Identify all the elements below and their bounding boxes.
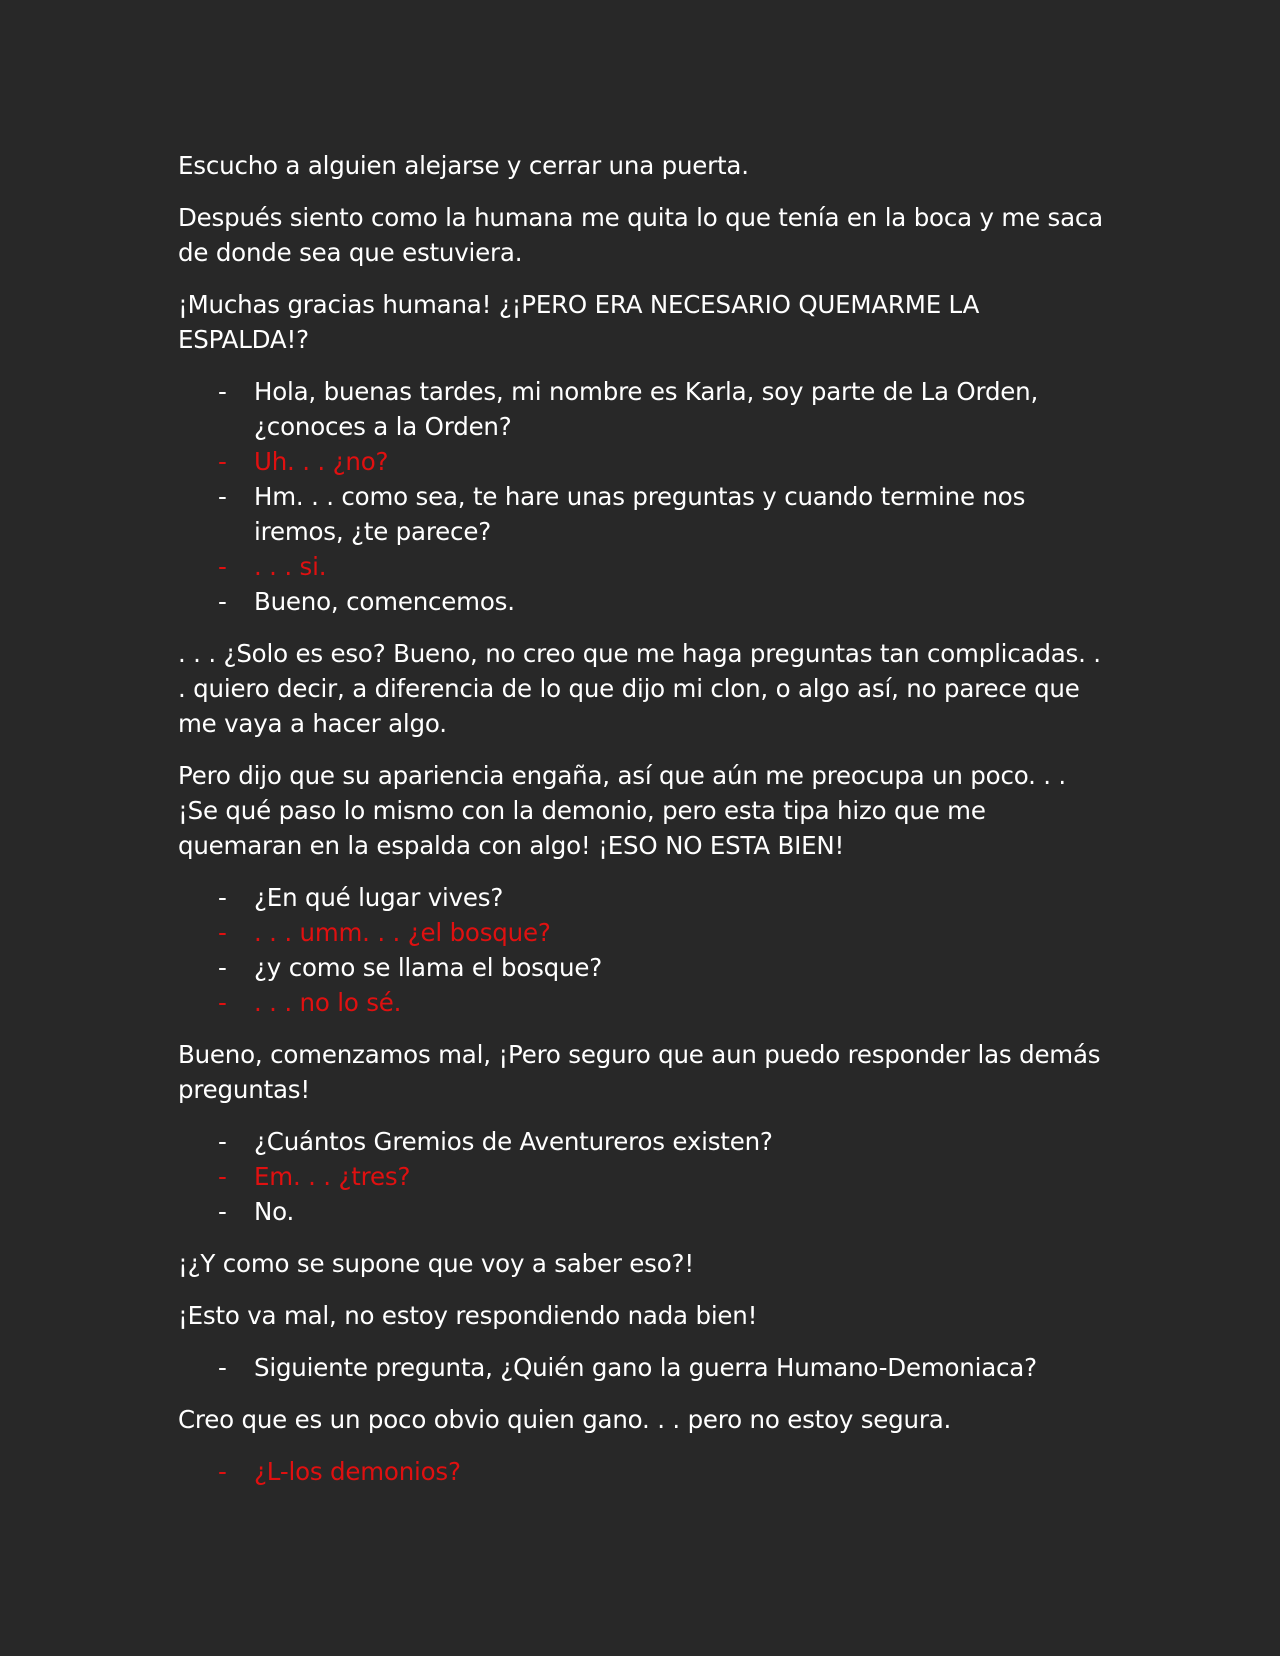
dash-bullet-icon: - (218, 1127, 227, 1156)
dash-bullet-icon: - (218, 918, 227, 947)
dialog-text: Siguiente pregunta, ¿Quién gano la guerra Humano-Demoniaca? (254, 1353, 1037, 1382)
dash-bullet-icon: - (218, 1197, 227, 1226)
dialog-text: Em. . . ¿tres? (254, 1162, 411, 1191)
dialog-text: ¿L-los demonios? (254, 1457, 461, 1486)
dialog-text: ¿y como se llama el bosque? (254, 953, 603, 982)
paragraph: ¡¿Y como se supone que voy a saber eso?! (178, 1249, 694, 1278)
dialog-text: Hm. . . como sea, te hare unas preguntas y cuando termine nos iremos, ¿te parece? (254, 482, 1026, 546)
paragraph: Después siento como la humana me quita lo que tenía en la boca y me saca de donde sea que estuviera. (178, 203, 1103, 267)
dialog-text: No. (254, 1197, 295, 1226)
dialog-line (178, 549, 1108, 584)
paragraph: Escucho a alguien alejarse y cerrar una puerta. (178, 151, 749, 180)
dialog-line (178, 1124, 1108, 1159)
dash-bullet-icon: - (218, 552, 227, 581)
dialog-text: . . . no lo sé. (254, 988, 402, 1017)
paragraph: . . . ¿Solo es eso? Bueno, no creo que me haga preguntas tan complicadas. . . quiero decir, a diferencia de lo que dijo mi clon, o algo así, no parece que me vaya a hacer algo. (178, 639, 1101, 738)
dialog-line (178, 584, 1108, 619)
paragraph: ¡Esto va mal, no estoy respondiendo nada bien! (178, 1301, 758, 1330)
dash-bullet-icon: - (218, 447, 227, 476)
dialog-text: Hola, buenas tardes, mi nombre es Karla, soy parte de La Orden, ¿conoces a la Orden? (254, 377, 1039, 441)
dialog-line (178, 985, 1108, 1020)
dash-bullet-icon: - (218, 988, 227, 1017)
dialog-line (178, 479, 1108, 549)
dash-bullet-icon: - (218, 1353, 227, 1382)
dialog-line (178, 1454, 1108, 1489)
paragraph: Bueno, comenzamos mal, ¡Pero seguro que aun puedo responder las demás preguntas! (178, 1040, 1101, 1104)
paragraph: Creo que es un poco obvio quien gano. . . pero no estoy segura. (178, 1405, 952, 1434)
paragraph: Pero dijo que su apariencia engaña, así que aún me preocupa un poco. . . ¡Se qué paso lo mismo con la demonio, pero esta tipa hizo que me quemaran en la espalda con algo! ¡ESO NO ESTA BIEN! (178, 761, 1067, 860)
dash-bullet-icon: - (218, 1457, 227, 1486)
dash-bullet-icon: - (218, 377, 227, 406)
dialog-list (178, 1454, 1108, 1489)
dialog-text: . . . si. (254, 552, 327, 581)
dash-bullet-icon: - (218, 883, 227, 912)
dialog-list (178, 1124, 1108, 1229)
dialog-text: . . . umm. . . ¿el bosque? (254, 918, 551, 947)
dialog-line (178, 1159, 1108, 1194)
dialog-text: ¿En qué lugar vives? (254, 883, 504, 912)
dialog-line (178, 950, 1108, 985)
dialog-line (178, 880, 1108, 915)
dialog-text: Uh. . . ¿no? (254, 447, 389, 476)
dialog-text: ¿Cuántos Gremios de Aventureros existen? (254, 1127, 773, 1156)
dash-bullet-icon: - (218, 482, 227, 511)
document-page (178, 148, 1108, 1506)
dialog-list (178, 374, 1108, 619)
dialog-text: Bueno, comencemos. (254, 587, 515, 616)
dash-bullet-icon: - (218, 1162, 227, 1191)
dialog-line (178, 374, 1108, 444)
paragraph: ¡Muchas gracias humana! ¿¡PERO ERA NECESARIO QUEMARME LA ESPALDA!? (178, 290, 980, 354)
dialog-line (178, 915, 1108, 950)
dash-bullet-icon: - (218, 587, 227, 616)
dialog-list (178, 1350, 1108, 1385)
dash-bullet-icon: - (218, 953, 227, 982)
dialog-list (178, 880, 1108, 1020)
dialog-line (178, 444, 1108, 479)
dialog-line (178, 1350, 1108, 1385)
dialog-line (178, 1194, 1108, 1229)
